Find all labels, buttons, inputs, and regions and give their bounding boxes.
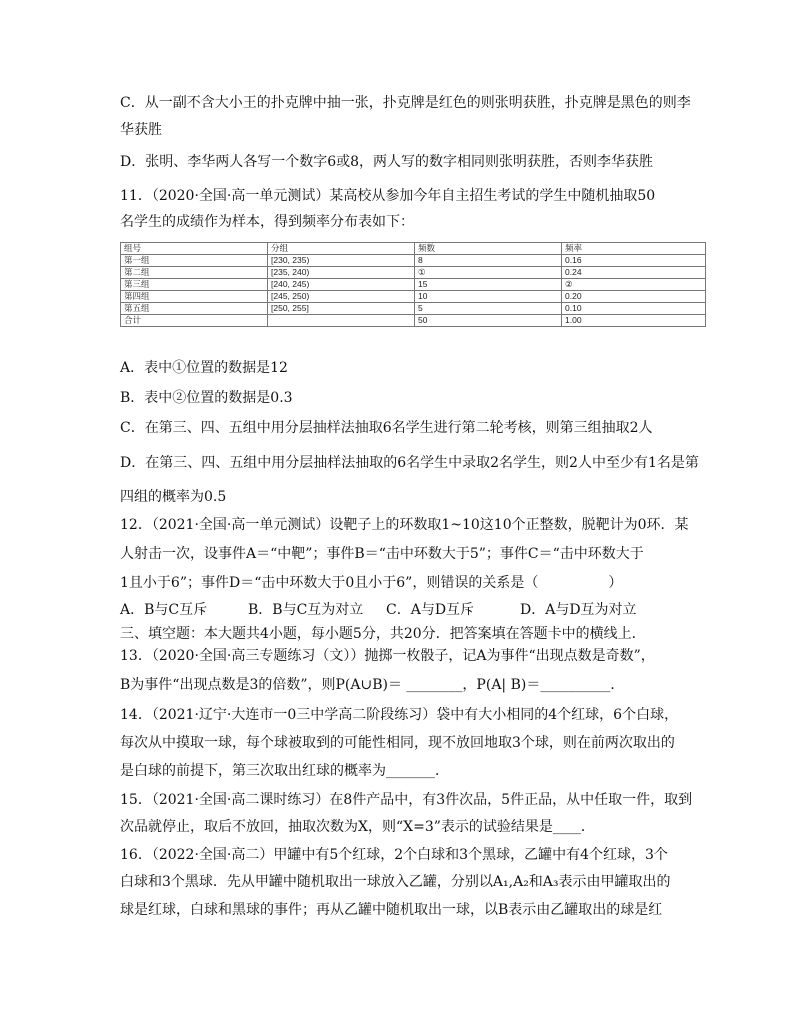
table-cell: 10 [415, 291, 562, 303]
table-cell: 0.16 [562, 255, 706, 267]
q11-line2: 名学生的成绩作为样本，得到频率分布表如下： [120, 214, 414, 230]
table-cell: 第二组 [121, 267, 268, 279]
q12-option-a: A．B与C互斥 [120, 602, 208, 618]
frequency-table [120, 242, 706, 327]
q12-line3: 1且小于6”；事件D＝“击中环数大于0且小于6”，则错误的关系是（ ） [120, 575, 623, 591]
q16-line1: 16．（2022·全国·高二）甲罐中有5个红球，2个白球和3个黑球，乙罐中有4个红球，3个 [120, 847, 668, 863]
q11-option-c: C．在第三、四、五组中用分层抽样法抽取6名学生进行第二轮考核，则第三组抽取2人 [120, 420, 653, 436]
q14-line3: 是白球的前提下，第三次取出红球的概率为_______． [120, 763, 449, 779]
option-c-line2: 华获胜 [120, 122, 162, 138]
q16-line2: 白球和3个黑球．先从甲罐中随机取出一球放入乙罐，分别以A₁,A₂和A₃表示由甲罐取出的 [120, 874, 671, 890]
table-cell: 0.10 [562, 303, 706, 315]
q14-line1: 14．（2021·辽宁·大连市一0三中学高二阶段练习）袋中有大小相同的4个红球，6个白球， [120, 707, 679, 723]
table-cell: 1.00 [562, 315, 706, 327]
table-cell: [245, 250) [268, 291, 415, 303]
q12-option-b: B．B与C互为对立 [248, 602, 364, 618]
q14-line2: 每次从中摸取一球，每个球被取到的可能性相同，现不放回地取3个球，则在前两次取出的 [120, 735, 675, 751]
table-row [121, 279, 706, 291]
table-header-cell: 分组 [268, 243, 415, 255]
q13-line1: 13．（2020·全国·高三专题练习（文））抛掷一枚骰子，记A为事件“出现点数是奇数”， [120, 648, 655, 664]
table-cell: 5 [415, 303, 562, 315]
q11-line1: 11．（2020·全国·高一单元测试）某高校从参加今年自主招生考试的学生中随机抽取50 [120, 188, 656, 204]
q12-option-d: D．A与D互为对立 [520, 602, 637, 618]
table-row [121, 267, 706, 279]
q12-option-c: C．A与D互斥 [386, 602, 475, 618]
table-cell: 第一组 [121, 255, 268, 267]
table-cell: 第五组 [121, 303, 268, 315]
section-3-heading: 三、填空题：本大题共4小题，每小题5分，共20分．把答案填在答题卡中的横线上． [120, 626, 646, 642]
table-cell: [235, 240) [268, 267, 415, 279]
table-cell: 0.24 [562, 267, 706, 279]
table-cell: 15 [415, 279, 562, 291]
q15-line1: 15．（2021·全国·高二课时练习）在8件产品中，有3件次品，5件正品，从中任取一件，取到 [120, 792, 693, 808]
table-cell: 0.20 [562, 291, 706, 303]
table-cell: [230, 235) [268, 255, 415, 267]
q11-option-d-line1: D．在第三、四、五组中用分层抽样法抽取的6名学生中录取2名学生，则2人中至少有1名是第 [120, 455, 699, 471]
table-cell: [240, 245) [268, 279, 415, 291]
q11-option-a: A．表中①位置的数据是12 [120, 360, 288, 376]
table-row [121, 303, 706, 315]
table-header-cell: 组号 [121, 243, 268, 255]
option-d: D．张明、李华两人各写一个数字6或8，两人写的数字相同则张明获胜，否则李华获胜 [120, 154, 654, 170]
table-header-cell: 频率 [562, 243, 706, 255]
table-cell: [250, 255] [268, 303, 415, 315]
q11-option-d-line2: 四组的概率为0.5 [120, 489, 227, 505]
table-header-row [121, 243, 706, 255]
table-cell: ② [562, 279, 706, 291]
table-cell: ① [415, 267, 562, 279]
q13-line2: B为事件“出现点数是3的倍数”，则P(A∪B)＝ ________，P(A| B)＝__________． [120, 677, 625, 693]
q11-option-b: B．表中②位置的数据是0.3 [120, 390, 293, 406]
table-cell: 合计 [121, 315, 268, 327]
table-cell [268, 315, 415, 327]
q15-line2: 次品就停止，取后不放回，抽取次数为X，则“X=3”表示的试验结果是____． [120, 819, 595, 835]
table-cell: 8 [415, 255, 562, 267]
table-cell: 50 [415, 315, 562, 327]
q12-line2: 人射击一次，设事件A＝“中靶”；事件B＝“击中环数大于5”；事件C＝“击中环数大于 [120, 546, 644, 562]
table-cell: 第三组 [121, 279, 268, 291]
table-row [121, 315, 706, 327]
q16-line3: 球是红球，白球和黑球的事件；再从乙罐中随机取出一球，以B表示由乙罐取出的球是红 [120, 902, 663, 918]
table-header-cell: 频数 [415, 243, 562, 255]
table-row [121, 291, 706, 303]
option-c-line1: C．从一副不含大小王的扑克牌中抽一张，扑克牌是红色的则张明获胜，扑克牌是黑色的则李 [120, 95, 691, 111]
q12-line1: 12．（2021·全国·高一单元测试）设靶子上的环数取1~10这10个正整数，脱靶计为0环．某 [120, 517, 689, 533]
table-cell: 第四组 [121, 291, 268, 303]
table-row [121, 255, 706, 267]
